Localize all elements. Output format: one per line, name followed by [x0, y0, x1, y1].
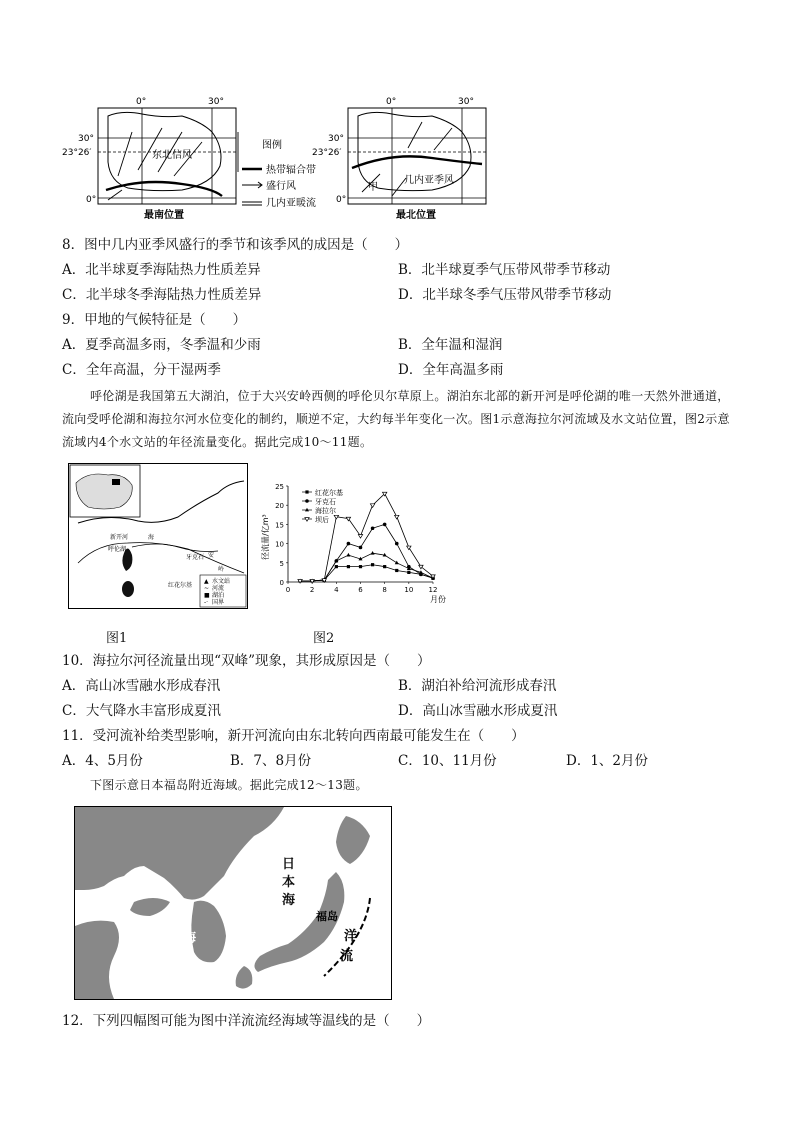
chart-point-0-7: [383, 565, 386, 568]
chart-ylabel: 径流量/亿m³: [261, 514, 270, 560]
svg-text:■: ■: [204, 592, 210, 599]
q9-option-a[interactable]: A．夏季高温多雨，冬季温和少雨: [62, 337, 261, 353]
fig1-caption: 图1: [106, 631, 128, 646]
right-map-lon-0: 0°: [386, 97, 397, 107]
chart-point-0-5: [359, 565, 362, 568]
chart-point-2-4: [346, 553, 350, 557]
chart-point-1-7: [383, 523, 387, 527]
fig1-label-yakeshi: 牙克石: [186, 554, 205, 561]
fig1-label-hulun: 呼伦湖: [108, 546, 127, 553]
left-map-lat-0: 0°: [86, 195, 97, 205]
fig1-legend-border: 国界: [212, 599, 225, 606]
q10-option-b[interactable]: B．湖泊补给河流形成春汛: [398, 678, 557, 694]
chart-point-0-6: [371, 563, 374, 566]
svg-text:~: ~: [204, 585, 210, 592]
figure-itcz-maps: [62, 92, 502, 224]
q8-option-d[interactable]: D．北半球冬季气压带风带季节移动: [398, 287, 612, 303]
chart-point-1-5: [359, 546, 363, 550]
right-map-point-label: 甲: [368, 182, 378, 193]
q8-stem: 8．图中几内亚季风盛行的季节和该季风的成因是（ ）: [62, 237, 409, 253]
passage-fukushima: 下图示意日本福岛附近海域。据此完成12～13题。: [90, 778, 368, 792]
legend-item-wind: 盛行风: [266, 181, 296, 192]
left-map-wind-label: 东北信风: [152, 150, 192, 161]
fig1-label-xinkaihe: 新开河: [110, 534, 129, 541]
left-map-caption: 最南位置: [144, 210, 184, 221]
chart-point-1-4: [347, 542, 351, 546]
japan-label-sea-of-japan-3: 海: [282, 893, 296, 908]
chart-legend-marker-3: [305, 518, 309, 522]
chart-ytick-label-15: 15: [275, 521, 284, 530]
chart-ytick-label-20: 20: [275, 502, 284, 511]
chart-series-line-0: [300, 565, 433, 581]
figure-japan-map: [74, 806, 392, 1000]
left-map: [62, 97, 238, 221]
right-map-lat-30: 30°: [328, 134, 344, 144]
q11-option-b[interactable]: B．7、8月份: [230, 753, 312, 769]
chart-point-0-9: [407, 571, 410, 574]
chart-point-3-8: [395, 515, 399, 519]
chart-xtick-label-6: 6: [358, 586, 363, 594]
chart-axes: [275, 483, 437, 594]
japan-label-sea-of-japan-2: 本: [282, 875, 296, 890]
left-map-lat-30: 30°: [78, 134, 94, 144]
q9-option-d[interactable]: D．全年高温多雨: [398, 362, 504, 378]
japan-label-fukushima: 福岛: [316, 910, 338, 923]
right-map-wind-label: 几内亚季风: [404, 175, 454, 186]
chart-legend-label-2: 海拉尔: [315, 507, 336, 515]
q8-option-b[interactable]: B．北半球夏季气压带风带季节移动: [398, 262, 611, 278]
svg-text:▲: ▲: [204, 578, 209, 585]
chart-series-line-1: [300, 524, 433, 580]
chart-point-2-8: [395, 561, 399, 565]
chart-point-1-8: [395, 542, 399, 546]
chart-point-1-6: [371, 526, 375, 530]
q9-option-b[interactable]: B．全年温和湿润: [398, 337, 503, 353]
chart-ytick-label-10: 10: [275, 540, 284, 549]
right-map-lat-0: 0°: [336, 195, 347, 205]
chart-legend-marker-0: [305, 490, 308, 493]
chart-ytick-label-0: 0: [279, 579, 284, 587]
chart-legend-marker-1: [305, 499, 309, 503]
fig2-caption: 图2: [313, 631, 335, 646]
chart-legend-label-0: 红花尔基: [315, 489, 343, 497]
chart-xtick-label-0: 0: [285, 586, 291, 594]
japan-label-current-1: 洋: [344, 929, 358, 944]
figure-1-map: [68, 463, 248, 609]
chart-xtick-label-4: 4: [334, 586, 339, 594]
chart-legend-label-1: 牙克石: [315, 498, 336, 506]
chart-point-2-6: [371, 551, 375, 555]
right-map: [312, 97, 486, 221]
q9-option-c[interactable]: C．全年高温，分干湿两季: [62, 362, 221, 378]
q11-stem: 11．受河流补给类型影响，新开河流向由东北转向西南最可能发生在（ ）: [62, 728, 525, 744]
chart-xlabel: 月份: [430, 595, 446, 604]
q9-stem: 9．甲地的气候特征是（ ）: [62, 312, 247, 328]
fig1-label-an: 安: [208, 552, 215, 559]
chart-series-line-2: [300, 553, 433, 581]
fig1-legend-river: 河流: [212, 585, 225, 592]
left-map-lon-0: 0°: [136, 97, 147, 107]
q10-option-d[interactable]: D．高山冰雪融水形成夏汛: [398, 703, 558, 719]
fig1-label-honghuaerji: 红花尔基: [168, 582, 193, 589]
legend-item-current: 几内亚暖流: [266, 198, 316, 209]
japan-label-current-2: 流: [340, 949, 354, 964]
q8-option-c[interactable]: C．北半球冬季海陆热力性质差异: [62, 287, 262, 303]
chart-point-0-4: [347, 565, 350, 568]
fig1-label-ling: 岭: [218, 566, 225, 573]
legend-title: 图例: [262, 140, 282, 151]
svg-text:-·: -·: [204, 599, 209, 606]
chart-point-3-9: [407, 546, 411, 550]
q10-option-a[interactable]: A．高山冰雪融水形成春汛: [62, 678, 221, 694]
chart-point-0-3: [335, 565, 338, 568]
chart-legend-label-3: 坝后: [315, 516, 329, 524]
fig1-legend-station: 水文站: [212, 578, 231, 585]
right-map-lat-23: 23°26′: [312, 148, 342, 158]
q11-option-a[interactable]: A．4、5月份: [62, 753, 143, 769]
chart-xtick-label-12: 12: [428, 586, 438, 594]
chart-ytick-label-5: 5: [279, 559, 284, 568]
passage-hulun-lake: 呼伦湖是我国第五大湖泊，位于大兴安岭西侧的呼伦贝尔草原上。湖泊东北部的新开河是呼伦湖的唯一天然外泄通道，流向受呼伦湖和海拉尔河水位变化的制约，顺逆不定，大约每半年变化一次。图1示意海拉尔河流域及水文站位置，图2示意流域内4个水文站的年径流量变化。据此完成10～11题。: [62, 389, 730, 449]
fig1-legend-lake: 湖泊: [212, 592, 225, 599]
q8-option-a[interactable]: A．北半球夏季海陆热力性质差异: [62, 262, 261, 278]
left-map-lon-30: 30°: [208, 97, 224, 107]
japan-label-sea-of-japan-1: 日: [282, 857, 296, 872]
fig1-label-hai: 海: [148, 534, 155, 541]
chart-xtick-label-2: 2: [309, 586, 315, 594]
right-map-caption: 最北位置: [396, 210, 436, 221]
q11-option-c[interactable]: C．10、11月份: [398, 753, 497, 769]
q10-option-c[interactable]: C．大气降水丰富形成夏汛: [62, 703, 221, 719]
right-map-lon-30: 30°: [458, 97, 474, 107]
q10-stem: 10．海拉尔河径流量出现“双峰”现象，其形成原因是（ ）: [62, 653, 431, 669]
chart-xtick-label-8: 8: [382, 586, 387, 594]
chart-ytick-label-25: 25: [275, 483, 284, 491]
chart-legend-marker-2: [305, 508, 309, 512]
q12-stem: 12．下列四幅图可能为图中洋流流经海域等温线的是（ ）: [62, 1013, 431, 1029]
chart-point-0-8: [395, 569, 398, 572]
legend: [242, 138, 316, 209]
figure-2-runoff-chart: [258, 478, 458, 608]
q11-option-d[interactable]: D．1、2月份: [566, 753, 649, 769]
japan-label-yellow-sea: 黄海: [170, 931, 197, 946]
chart-point-3-6: [370, 504, 374, 508]
chart-point-3-5: [358, 535, 362, 539]
legend-item-itcz: 热带辐合带: [266, 165, 316, 176]
chart-xtick-label-10: 10: [404, 586, 414, 594]
left-map-lat-23: 23°26′: [62, 148, 92, 158]
